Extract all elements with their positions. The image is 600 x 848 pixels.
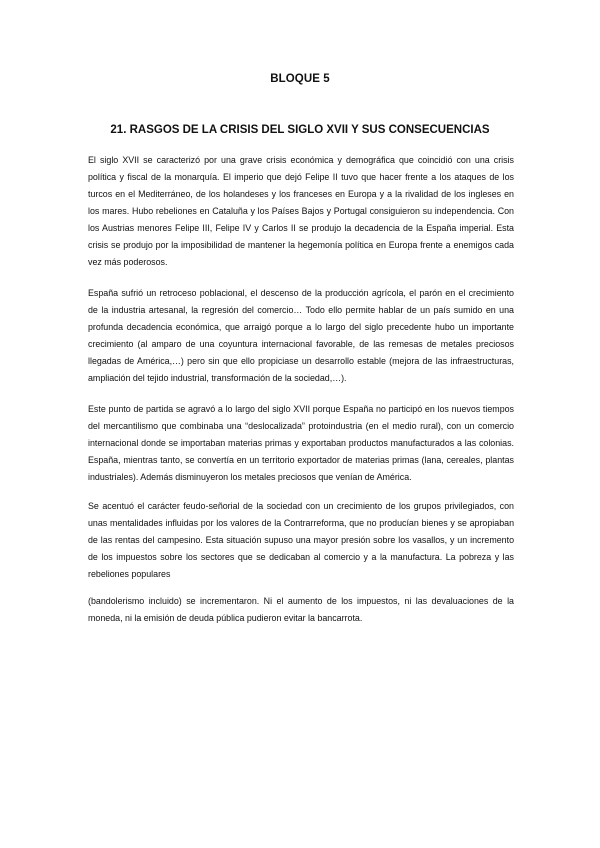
paragraph-4: Se acentuó el carácter feudo-señorial de la sociedad con un crecimiento de los grupos privilegiados, con unas mentalidades influidas por los valores de la Contrarreforma, que no producían bienes y se apropiaban de las rentas del campesino. Esta situación supuso una mayor presión sobre los vasallos, y un incremento de los impuestos sobre los sectores que se dedicaban al comercio y a la manufactura. La pobreza y las rebeliones populares	[88, 501, 514, 579]
paragraph-1: El siglo XVII se caracterizó por una grave crisis económica y demográfica que coincidió con una crisis política y fiscal de la monarquía. El imperio que dejó Felipe II tuvo que hacer frente a los ataques de los turcos en el Mediterráneo, de los holandeses y los franceses en Europa y a la rivalidad de los ingleses en los mares. Hubo rebeliones en Cataluña y los Países Bajos y Portugal consiguieron su independencia. Con los Austrias menores Felipe III, Felipe IV y Carlos II se produjo la decadencia de la España imperial. Esta crisis se produjo por la imposibilidad de mantener la hegemonía política en Europa frente a enemigos cada vez más poderosos.	[88, 155, 514, 267]
block-title: BLOQUE 5	[270, 73, 330, 85]
document-body	[88, 152, 514, 641]
paragraph-2: España sufrió un retroceso poblacional, el descenso de la producción agrícola, el parón en el crecimiento de la industria artesanal, la regresión del comercio… Todo ello permite hablar de un país sumido en una profunda decadencia económica, que arraigó porque a lo largo del siglo precedente hubo un importante crecimiento (al amparo de una coyuntura internacional favorable, de las remesas de metales preciosos llegadas de América,…) pero sin que ello propiciase un desarrollo estable (mejora de las infraestructuras, ampliación del tejido industrial, transformación de la sociedad,…).	[88, 288, 514, 383]
paragraph-3: Este punto de partida se agravó a lo largo del siglo XVII porque España no participó en los nuevos tiempos del mercantilismo que combinaba una “deslocalizada” protoindustria (en el medio rural), con un comercio internacional donde se importaban materias primas y exportaban productos manufacturados a las colonias. España, mientras tanto, se convertía en un territorio exportador de materias primas (lana, cereales, plantas industriales). Además disminuyeron los metales preciosos que venían de América.	[88, 404, 514, 482]
paragraph-5: (bandolerismo incluido) se incrementaron. Ni el aumento de los impuestos, ni las devaluaciones de la moneda, ni la emisión de deuda pública pudieron evitar la bancarrota.	[88, 596, 514, 623]
section-title: 21. RASGOS DE LA CRISIS DEL SIGLO XVII Y SUS CONSECUENCIAS	[110, 124, 490, 136]
